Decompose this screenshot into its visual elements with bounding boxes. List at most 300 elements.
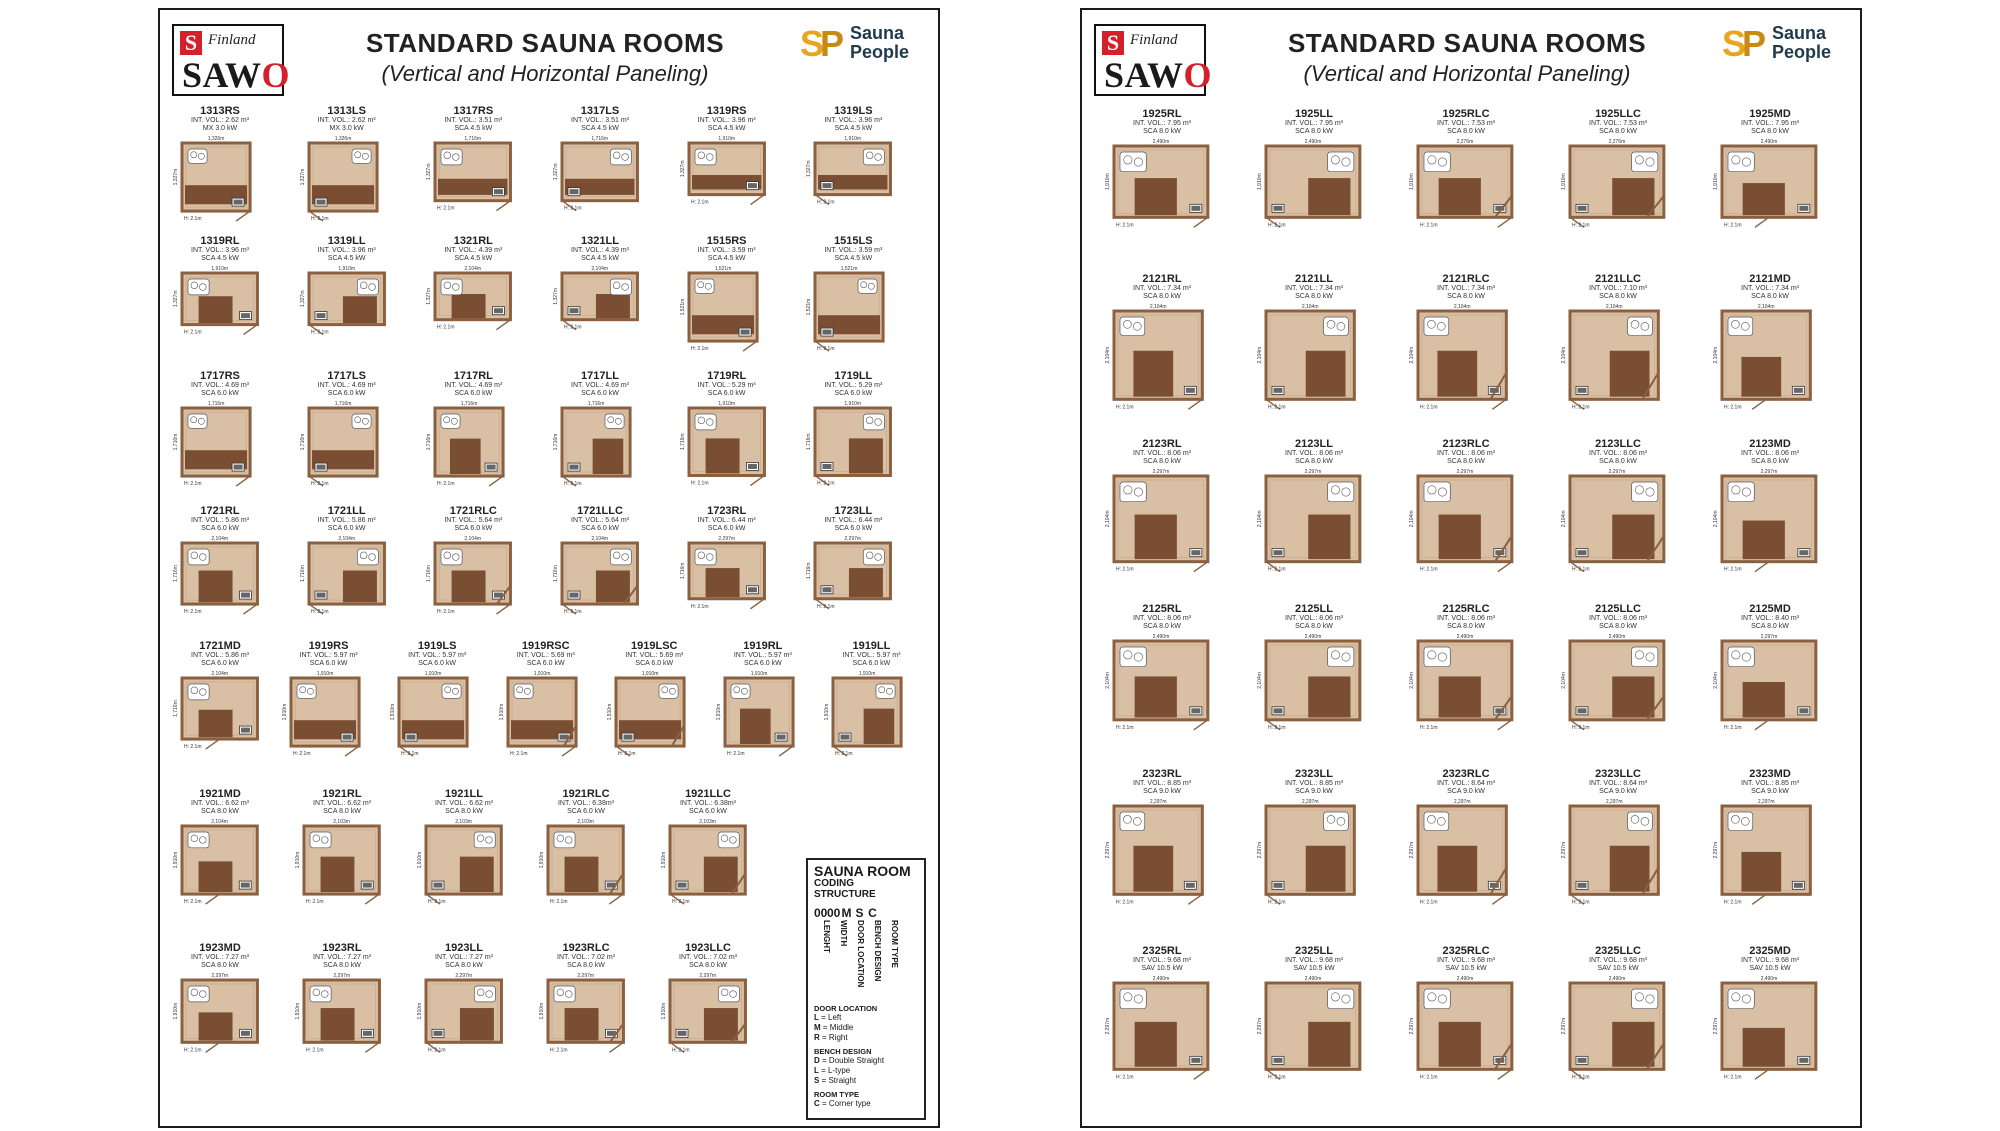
depth-dimension: 2,104m	[1257, 510, 1263, 528]
heater-icon	[1798, 549, 1810, 557]
room-card	[168, 370, 272, 494]
lounger-icon	[188, 149, 207, 163]
sawo-s-mark: S	[180, 31, 202, 55]
room-code: 1721LL	[327, 505, 366, 517]
bench-key: S	[814, 1076, 820, 1085]
height-label: H: 2.1m	[1420, 566, 1438, 573]
lounger-icon	[610, 149, 631, 165]
heater-power: SCA 8.0 kW	[1447, 128, 1485, 135]
room-volume: INT. VOL.: 6.62 m³	[313, 800, 371, 807]
room-volume: INT. VOL.: 7.95 m³	[1133, 120, 1191, 127]
room-volume: INT. VOL.: 5.97 m³	[299, 652, 358, 659]
heater-power: SAV 10.5 kW	[1293, 965, 1335, 972]
heater-icon	[315, 463, 327, 471]
poster-title	[1232, 28, 1702, 87]
room-code: 2323MD	[1749, 768, 1791, 780]
height-label: H: 2.1m	[1572, 724, 1590, 731]
room-plan	[1100, 973, 1224, 1091]
bench	[199, 570, 233, 602]
height-label: H: 2.1m	[817, 199, 835, 206]
room-volume: INT. VOL.: 2.62 m³	[317, 117, 376, 124]
bench-item	[814, 1066, 918, 1076]
room-card	[1252, 603, 1376, 749]
heater-power: SCA 9.0 kW	[1143, 788, 1181, 795]
lounger-icon	[1324, 812, 1349, 831]
lounger-icon	[1424, 812, 1449, 831]
heater-power: SCA 8.0 kW	[1447, 623, 1485, 630]
heater-power: SCA 6.0 kW	[581, 390, 619, 397]
room-plan	[168, 668, 272, 764]
width-dimension: 2,490m	[1152, 139, 1170, 145]
lounger-icon	[188, 986, 209, 1002]
room-card	[1404, 768, 1528, 914]
door-icon	[750, 475, 764, 485]
depth-dimension: 2,297m	[1409, 1017, 1415, 1035]
room-card	[534, 942, 638, 1066]
door-icon	[236, 476, 250, 486]
width-dimension: 1,910m	[859, 671, 876, 677]
heater-power: SCA 4.5 kW	[581, 125, 619, 132]
width-dimension: 1,910m	[641, 671, 659, 677]
room-card	[1556, 603, 1680, 749]
room-plan	[1708, 301, 1832, 419]
room-code: 1723LL	[834, 505, 873, 517]
heater-icon	[239, 881, 251, 889]
room-plan	[801, 533, 905, 629]
room-card	[1252, 768, 1376, 914]
door-icon	[1492, 399, 1506, 409]
room-volume: INT. VOL.: 3.96 m³	[824, 117, 883, 124]
room-plan	[1708, 136, 1832, 254]
heater-icon	[493, 188, 505, 196]
width-dimension: 2,297m	[1304, 469, 1322, 475]
height-label: H: 2.1m	[1724, 724, 1742, 731]
room-code: 1317LS	[580, 105, 620, 117]
room-volume: INT. VOL.: 2.62 m³	[191, 117, 249, 124]
lounger-icon	[441, 279, 462, 295]
depth-dimension: 2,297m	[1409, 841, 1415, 859]
door-icon	[1188, 894, 1202, 904]
heater-power: SCA 6.0 kW	[581, 525, 619, 532]
heater-icon	[1576, 707, 1588, 715]
height-label: H: 2.1m	[690, 603, 709, 610]
heater-power: SCA 8.0 kW	[1599, 458, 1637, 465]
room-card	[295, 235, 399, 359]
room-plan	[494, 668, 598, 764]
lounger-icon	[1120, 812, 1145, 831]
height-label: H: 2.1m	[428, 1047, 446, 1054]
height-label: H: 2.1m	[428, 899, 446, 906]
room-volume: INT. VOL.: 3.51 m³	[571, 117, 629, 124]
bench	[1308, 1022, 1350, 1067]
room-plan	[1252, 136, 1376, 254]
room-code: 1919LS	[417, 640, 457, 652]
height-label: H: 2.1m	[835, 751, 853, 758]
room-code: 2123RLC	[1442, 438, 1490, 450]
heater-icon	[1272, 549, 1284, 557]
height-label: H: 2.1m	[817, 346, 835, 353]
depth-dimension: 2,297m	[1257, 841, 1263, 859]
width-dimension: 2,297m	[1757, 799, 1775, 805]
room-card	[1708, 273, 1832, 419]
bench-value: = Straight	[821, 1076, 857, 1085]
heater-power: SCA 6.0 kW	[201, 390, 239, 397]
depth-dimension: 1,910m	[295, 1002, 301, 1020]
height-label: H: 2.1m	[509, 751, 528, 758]
heater-icon	[361, 1029, 373, 1037]
room-code: 2125LLC	[1595, 603, 1641, 615]
room-volume: INT. VOL.: 3.96 m³	[191, 247, 249, 254]
room-volume: INT. VOL.: 8.06 m³	[1285, 615, 1343, 622]
room-volume: INT. VOL.: 5.29 m³	[697, 382, 756, 389]
room-card	[1252, 438, 1376, 584]
type-key: C	[814, 1099, 820, 1108]
height-label: H: 2.1m	[1724, 404, 1742, 411]
door-icon	[1752, 894, 1766, 904]
heater-power: SCA 8.0 kW	[1599, 128, 1637, 135]
height-label: H: 2.1m	[672, 899, 690, 906]
depth-dimension: 1,910m	[1105, 173, 1111, 191]
bench-value: = L-type	[821, 1066, 851, 1075]
room-volume: INT. VOL.: 7.34 m³	[1741, 285, 1799, 292]
bench	[704, 857, 738, 892]
legend-code-col	[827, 906, 840, 920]
room-card	[385, 640, 489, 764]
heater-power: SCA 8.0 kW	[201, 962, 239, 969]
heater-power: SCA 8.0 kW	[1599, 293, 1637, 300]
lounger-icon	[695, 279, 714, 293]
heater-power: SCA 6.0 kW	[309, 660, 348, 667]
room-volume: INT. VOL.: 3.96 m³	[697, 117, 756, 124]
lounger-icon	[1424, 989, 1450, 1009]
door-icon	[489, 476, 503, 486]
room-plan	[168, 533, 272, 629]
depth-dimension: 1,716m	[679, 562, 686, 580]
depth-dimension: 2,104m	[1713, 346, 1719, 364]
room-code: 2123MD	[1749, 438, 1791, 450]
depth-dimension: 1,716m	[426, 565, 433, 582]
sawo-finland-text: Finland	[208, 32, 256, 48]
door-key: L	[814, 1013, 819, 1022]
room-code: 1319RL	[200, 235, 240, 247]
height-label: H: 2.1m	[618, 751, 636, 758]
room-plan	[295, 398, 399, 494]
room-card	[819, 640, 923, 764]
lounger-icon	[1728, 317, 1753, 336]
room-card	[421, 105, 525, 229]
sp-line1: Sauna	[1772, 23, 1827, 43]
room-card	[1100, 603, 1224, 749]
depth-dimension: 1,910m	[539, 1002, 545, 1020]
height-label: H: 2.1m	[1724, 899, 1742, 906]
heater-icon	[239, 312, 251, 320]
room-volume: INT. VOL.: 8.06 m³	[1133, 615, 1191, 622]
sp-line2: People	[1772, 42, 1832, 62]
heater-power: SCA 4.5 kW	[707, 255, 746, 262]
width-dimension: 1,716m	[334, 401, 352, 407]
depth-dimension: 1,327m	[553, 288, 559, 305]
lounger-icon	[1728, 647, 1754, 667]
height-label: H: 2.1m	[184, 744, 202, 751]
room-plan	[675, 398, 779, 494]
room-card	[1404, 108, 1528, 254]
lounger-icon	[310, 986, 331, 1002]
bench	[1437, 846, 1477, 892]
door-icon	[562, 746, 576, 756]
bench	[565, 857, 599, 892]
room-card	[1404, 945, 1528, 1091]
room-volume: INT. VOL.: 8.85 m³	[1133, 780, 1191, 787]
room-code: 1515LS	[834, 235, 873, 247]
room-volume: INT. VOL.: 8.85 m³	[1741, 780, 1799, 787]
width-dimension: 2,104m	[1453, 304, 1471, 310]
room-volume: INT. VOL.: 5.69 m³	[516, 652, 575, 659]
room-plan	[1708, 466, 1832, 584]
lounger-icon	[357, 279, 378, 295]
room-card	[1100, 438, 1224, 584]
heater-icon	[432, 1029, 444, 1037]
width-dimension: 1,716m	[207, 401, 225, 407]
room-code: 1923RL	[322, 942, 362, 954]
heater-power: SCA 8.0 kW	[1447, 293, 1485, 300]
room-card	[168, 235, 272, 359]
width-dimension: 2,297m	[1760, 634, 1778, 640]
lounger-icon	[188, 414, 207, 428]
room-card	[1556, 438, 1680, 584]
door-icon	[497, 604, 511, 614]
room-card	[801, 370, 905, 494]
bench	[705, 438, 739, 473]
height-label: H: 2.1m	[1268, 724, 1286, 731]
room-volume: INT. VOL.: 9.68 m³	[1589, 957, 1647, 964]
lounger-icon	[1328, 989, 1354, 1009]
width-dimension: 1,716m	[591, 136, 609, 142]
bench	[1743, 682, 1785, 717]
room-volume: INT. VOL.: 7.53 m³	[1437, 120, 1495, 127]
room-code: 1921RL	[322, 788, 362, 800]
lounger-icon	[1324, 317, 1349, 336]
heater-power: SCA 6.0 kW	[834, 390, 873, 397]
heater-power: SCA 9.0 kW	[1599, 788, 1637, 795]
heater-icon	[746, 586, 758, 594]
room-card	[168, 640, 272, 764]
bench	[849, 438, 883, 473]
heater-power: SCA 8.0 kW	[1751, 293, 1789, 300]
room-code: 2123LL	[1295, 438, 1333, 450]
sawo-word: SAW	[182, 55, 262, 95]
room-plan	[801, 263, 905, 359]
room-volume: INT. VOL.: 9.68 m³	[1741, 957, 1799, 964]
bench	[704, 1008, 738, 1040]
heater-power: SCA 8.0 kW	[1295, 293, 1333, 300]
code-bench: S	[855, 906, 864, 920]
room-plan	[1708, 631, 1832, 749]
depth-dimension: 1,521m	[679, 298, 686, 316]
height-label: H: 2.1m	[1724, 1074, 1742, 1081]
room-volume: INT. VOL.: 6.62 m³	[435, 800, 493, 807]
height-label: H: 2.1m	[1116, 899, 1134, 906]
room-plan	[1556, 301, 1680, 419]
heater-power: SCA 4.5 kW	[834, 125, 873, 132]
sawo-logo	[1094, 24, 1213, 96]
lounger-icon	[1120, 482, 1146, 502]
room-plan	[1404, 301, 1528, 419]
room-code: 2121LL	[1295, 273, 1333, 285]
heater-power: SCA 8.0 kW	[1143, 623, 1181, 630]
heater-icon	[568, 463, 580, 471]
height-label: H: 2.1m	[1268, 1074, 1286, 1081]
room-plan	[421, 533, 525, 629]
heater-icon	[1272, 881, 1284, 889]
room-code: 2123LLC	[1595, 438, 1641, 450]
depth-dimension: 1,716m	[806, 562, 813, 580]
room-plan	[1100, 631, 1224, 749]
door-value: = Middle	[822, 1023, 854, 1032]
lounger-icon	[864, 149, 885, 165]
door-icon	[1492, 894, 1506, 904]
heater-power: SCA 6.0 kW	[454, 390, 493, 397]
depth-dimension: 2,104m	[1713, 510, 1719, 528]
width-dimension: 2,297m	[1453, 799, 1471, 805]
room-card	[801, 105, 905, 229]
room-card	[1252, 945, 1376, 1091]
door-icon	[779, 746, 793, 756]
room-plan	[1404, 136, 1528, 254]
room-card	[295, 505, 399, 629]
heater-power: SCA 6.0 kW	[567, 808, 605, 815]
heater-icon	[568, 591, 580, 599]
heater-icon	[315, 198, 327, 206]
depth-dimension: 1,910m	[417, 851, 423, 869]
room-code: 1925RL	[1142, 108, 1182, 120]
room-code: 2125LL	[1295, 603, 1333, 615]
legend-codes	[814, 906, 918, 920]
width-dimension: 2,104m	[1757, 304, 1775, 310]
bench	[596, 570, 630, 602]
height-label: H: 2.1m	[817, 603, 835, 610]
bench	[1308, 676, 1350, 717]
room-code: 2323LLC	[1595, 768, 1641, 780]
height-label: H: 2.1m	[184, 216, 202, 223]
legend-code-col	[840, 906, 853, 920]
room-code: 1919RSC	[521, 640, 570, 652]
heater-icon	[1576, 881, 1588, 889]
bench	[450, 439, 481, 474]
lounger-icon	[514, 684, 533, 698]
room-card	[1556, 273, 1680, 419]
heater-icon	[1576, 386, 1588, 394]
heater-icon	[1272, 707, 1284, 715]
sauna-people-mark	[1722, 24, 1766, 64]
room-card	[656, 942, 760, 1066]
room-volume: INT. VOL.: 9.68 m³	[1285, 957, 1343, 964]
room-card	[675, 370, 779, 494]
heater-icon	[361, 881, 373, 889]
depth-dimension: 2,104m	[1105, 346, 1111, 364]
room-card	[1708, 768, 1832, 914]
heater-icon	[1576, 1056, 1588, 1064]
room-plan	[1100, 796, 1224, 914]
room-card	[602, 640, 706, 764]
room-card	[1100, 945, 1224, 1091]
sawo-logo	[172, 24, 291, 96]
width-dimension: 1,910m	[533, 671, 551, 677]
legend-title: SAUNA ROOM	[814, 863, 911, 879]
depth-dimension: 2,104m	[1409, 346, 1415, 364]
lounger-icon	[1728, 152, 1754, 172]
depth-dimension: 1,910m	[1257, 173, 1263, 191]
room-code: 1925RLC	[1442, 108, 1490, 120]
room-volume: INT. VOL.: 8.85 m³	[1285, 780, 1343, 787]
heater-icon	[1576, 204, 1588, 212]
bench	[1439, 676, 1481, 717]
room-volume: INT. VOL.: 4.69 m³	[571, 382, 629, 389]
room-card	[675, 505, 779, 629]
room-card	[168, 505, 272, 629]
width-dimension: 2,104m	[1301, 304, 1319, 310]
room-card	[421, 505, 525, 629]
width-dimension: 1,716m	[464, 136, 482, 142]
sp-line1: Sauna	[850, 23, 905, 43]
room-card	[1252, 273, 1376, 419]
room-plan	[1556, 973, 1680, 1091]
room-card	[1708, 108, 1832, 254]
height-label: H: 2.1m	[1572, 222, 1590, 229]
room-code: 2125MD	[1749, 603, 1791, 615]
door-icon	[345, 746, 359, 756]
room-plan	[1556, 631, 1680, 749]
depth-dimension: 1,910m	[390, 703, 397, 721]
room-card	[290, 788, 394, 912]
height-label: H: 2.1m	[1116, 1074, 1134, 1081]
depth-dimension: 1,910m	[173, 1002, 179, 1020]
height-label: H: 2.1m	[184, 899, 202, 906]
room-code: 1319RS	[706, 105, 747, 117]
width-dimension: 1,910m	[338, 266, 355, 272]
room-volume: INT. VOL.: 4.69 m³	[444, 382, 503, 389]
right-poster	[1080, 8, 1862, 1128]
room-code: 1721RL	[200, 505, 240, 517]
width-dimension: 2,276m	[1456, 139, 1474, 145]
room-volume: INT. VOL.: 5.69 m³	[625, 652, 684, 659]
room-plan	[819, 668, 923, 764]
room-code: 1319LS	[834, 105, 873, 117]
room-volume: INT. VOL.: 8.06 m³	[1133, 450, 1191, 457]
room-volume: INT. VOL.: 7.10 m³	[1589, 285, 1647, 292]
lounger-icon	[441, 549, 462, 565]
door-icon	[206, 739, 220, 749]
room-volume: INT. VOL.: 5.64 m³	[444, 517, 503, 524]
height-label: H: 2.1m	[690, 199, 709, 206]
lounger-icon	[1120, 989, 1146, 1009]
heater-power: SAV 10.5 kW	[1445, 965, 1487, 972]
heater-icon	[432, 881, 444, 889]
heater-power: SCA 4.5 kW	[454, 125, 493, 132]
room-volume: INT. VOL.: 7.34 m³	[1133, 285, 1191, 292]
lounger-icon	[357, 549, 378, 565]
title-main: STANDARD SAUNA ROOMS	[1287, 28, 1647, 58]
room-code: 1321LL	[581, 235, 619, 247]
bench	[593, 439, 624, 474]
bench	[1612, 1022, 1654, 1067]
room-code: 1317RS	[453, 105, 494, 117]
depth-dimension: 1,716m	[173, 700, 179, 717]
room-volume: INT. VOL.: 6.44 m³	[697, 517, 756, 524]
room-code: 1321RL	[453, 235, 493, 247]
room-card	[801, 235, 905, 359]
depth-dimension: 1,910m	[1561, 173, 1567, 191]
lounger-icon	[864, 414, 885, 430]
